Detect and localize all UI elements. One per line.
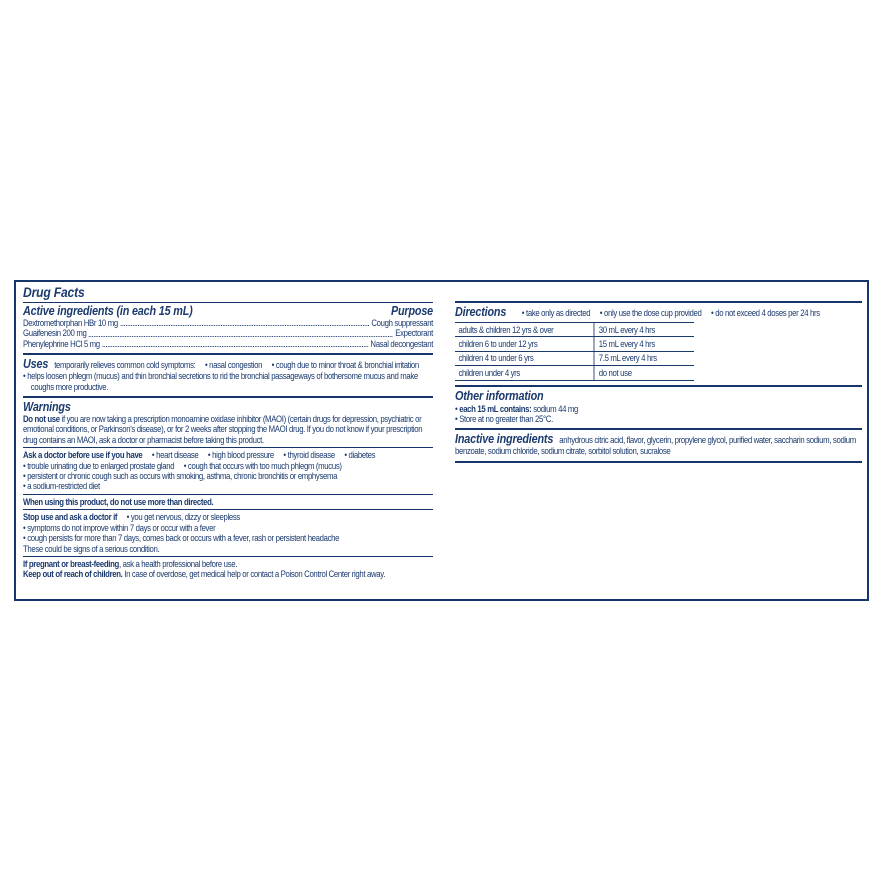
section-divider [455,301,862,303]
ingredient-name: Phenylephrine HCl 5 mg [23,338,100,349]
directions-heading-row [455,306,862,319]
age-group-cell: children 4 to under 6 yrs [458,353,534,364]
purpose-heading: Purpose [390,304,434,318]
directions-item: • take only as directed [522,308,590,318]
table-row [455,322,694,336]
ask-doctor-item: • high blood pressure [208,450,274,460]
other-information-body [455,404,862,425]
sodium-value: sodium 44 mg [531,403,579,414]
stop-use-note: These could be signs of a serious condition. [23,543,160,554]
stop-use-item: • symptoms do not improve within 7 days or occur with a fever [23,523,433,533]
stop-use-item: • you get nervous, dizzy or sleepless [127,512,240,522]
stop-use-item: • cough persists for more than 7 days, comes back or occurs with a fever, rash or persistent headache [23,533,433,543]
uses-section [23,358,433,392]
ask-doctor-item: • heart disease [152,450,198,460]
drug-facts-panel [14,280,869,601]
inactive-ingredients-heading: Inactive ingredients [455,432,554,447]
table-row [455,351,694,365]
age-group-cell: adults & children 12 yrs & over [458,324,554,335]
ask-doctor-block [23,450,433,492]
ingredient-purpose: Expectorant [395,328,434,339]
age-group-cell: children under 4 yrs [458,367,520,378]
section-divider [23,353,433,355]
pregnancy-statement [23,559,433,569]
keep-out-text: In case of overdose, get medical help or contact a Poison Control Center right away. [122,569,386,580]
section-divider [455,385,862,387]
uses-intro: temporarily relieves common cold symptoms: [54,360,196,371]
section-divider [23,396,433,398]
dosing-table [455,322,694,381]
pregnancy-text: , ask a health professional before use. [118,558,238,569]
sodium-label: each 15 mL contains: [459,403,532,414]
ingredient-row [23,318,433,328]
divider [23,509,433,510]
active-ingredients-heading: Active ingredients (in each 15 mL) [23,304,193,318]
do-not-use-label: Do not use [23,414,60,425]
dotted-leader [102,346,367,347]
ingredient-name: Guaifenesin 200 mg [23,328,87,339]
left-column [23,285,433,580]
table-row [455,365,694,379]
ingredient-purpose: Cough suppressant [371,318,434,328]
dotted-leader [120,325,368,326]
divider [23,447,433,448]
ask-doctor-item: • cough that occurs with too much phlegm (mucus) [184,461,342,471]
active-ingredients-heading-row [23,305,433,318]
drug-facts-title: Drug Facts [23,284,85,300]
divider [23,556,433,557]
do-not-use-paragraph [23,414,433,445]
dose-cell: 30 mL every 4 hrs [594,323,694,336]
right-column [455,285,862,466]
stop-use-heading: Stop use and ask a doctor if [23,512,118,523]
divider [23,494,433,495]
ingredient-purpose: Nasal decongestant [370,338,434,349]
ask-doctor-item: • persistent or chronic cough such as occurs with smoking, asthma, chronic bronchitis or emphysema [23,471,433,481]
age-group-cell: children 6 to under 12 yrs [458,338,538,349]
table-row [455,336,694,350]
ingredient-row [23,328,433,338]
uses-bullet-item: • nasal congestion [205,360,262,370]
stop-use-block [23,512,433,554]
dose-cell: 7.5 mL every 4 hrs [594,352,694,365]
inactive-ingredients-section [455,433,862,456]
section-divider [455,461,862,463]
dose-cell: 15 mL every 4 hrs [594,337,694,350]
other-info-item: • Store at no greater than 25°C. [455,414,862,424]
ingredient-name: Dextromethorphan HBr 10 mg [23,318,118,328]
uses-bullet-item: • cough due to minor throat & bronchial irritation [272,360,419,370]
directions-item: • only use the dose cup provided [600,308,702,318]
uses-heading: Uses [23,357,49,372]
warnings-section [23,401,433,580]
ingredient-row [23,339,433,349]
other-information-heading: Other information [455,388,544,403]
warnings-heading: Warnings [23,400,71,415]
ask-doctor-line [23,461,433,471]
other-information-section [455,390,862,425]
pregnancy-label: If pregnant or breast-feeding [23,558,119,569]
dotted-leader [89,336,393,337]
ask-doctor-heading: Ask a doctor before use if you have [23,450,143,461]
other-info-item [455,404,862,414]
pregnancy-children-block [23,559,433,580]
keep-out-of-reach-statement [23,569,433,579]
keep-out-label: Keep out of reach of children. [23,569,123,580]
dose-cell: do not use [594,366,694,379]
when-using-statement: When using this product, do not use more than directed. [23,496,214,507]
divider [23,302,433,303]
section-divider [455,428,862,430]
uses-bullet-item: • helps loosen phlegm (mucus) and thin bronchial secretions to rid the bronchial passageways of bothersome mucus and make coughs more productive. [23,371,433,392]
directions-item: • do not exceed 4 doses per 24 hrs [711,308,820,318]
ask-doctor-item: • thyroid disease [283,450,334,460]
directions-heading: Directions [455,305,507,319]
inactive-ingredients-list: anhydrous citric acid, flavor, glycerin, propylene glycol, purified water, saccharin sodium, sodium benzoate, sodium chloride, sodium citrate, sorbitol solution, sucralose [455,435,856,457]
ask-doctor-item: • diabetes [344,450,375,460]
do-not-use-text: if you are now taking a prescription monoamine oxidase inhibitor (MAOI) (certain drugs for depression, psychiatric or emotional conditions, or Parkinson's disease), or for 2 weeks after stopping the MAOI drug. If you do not know if your prescription drug contains an MAOI, ask a doctor or pharmacist before taking this product. [23,414,423,445]
ask-doctor-item: • a sodium-restricted diet [23,481,433,491]
ask-doctor-item: • trouble urinating due to enlarged prostate gland [23,461,174,471]
